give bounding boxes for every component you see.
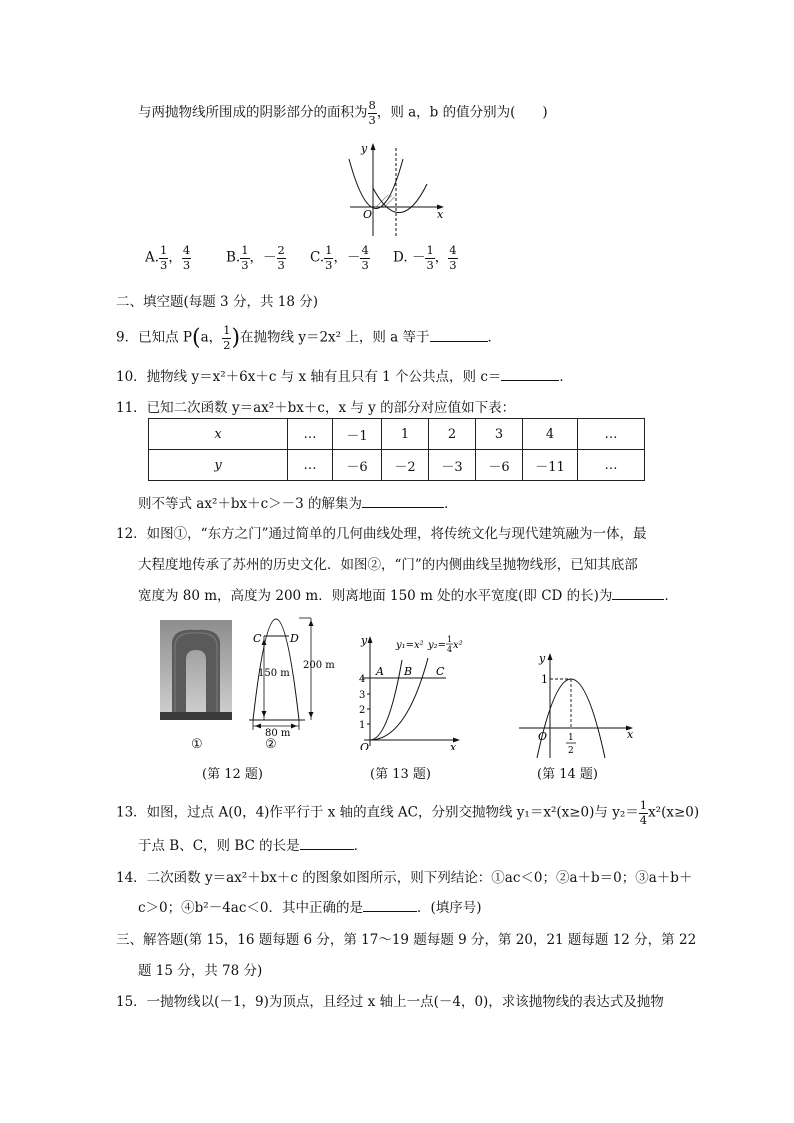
- table-cell: …: [578, 419, 645, 450]
- gate-parabola-diagram: [245, 612, 345, 737]
- table-row: [149, 419, 645, 450]
- table-cell: 2: [429, 419, 476, 450]
- svg-text:O: O: [360, 741, 370, 750]
- svg-text:x: x: [627, 728, 634, 741]
- fig-label-1: ①: [191, 737, 203, 752]
- q8-option-a: A. $\frac{1}{3}$ ， $\frac{4}{3}$: [145, 243, 191, 272]
- q12-answer-blank[interactable]: [612, 599, 664, 600]
- table-cell: 3: [476, 419, 523, 450]
- question-13-line1: 13．如图，过点 A(0，4)作平行于 x 轴的直线 AC，分别交抛物线 y₁＝x²(x≥0)与 y₂＝ $\frac{1}{4}$ x²(x≥0): [116, 798, 700, 827]
- svg-text:O: O: [363, 208, 373, 221]
- svg-text:1: 1: [541, 673, 548, 686]
- svg-text:1: 1: [447, 635, 453, 644]
- q14-answer-blank[interactable]: [363, 911, 417, 912]
- q8-option-d: D. － $\frac{1}{3}$ ， $\frac{4}{3}$: [393, 243, 457, 272]
- q9-answer-blank[interactable]: [430, 341, 488, 342]
- table-header-x: x: [149, 419, 288, 450]
- q14-parabola-figure: [515, 650, 645, 760]
- section-3-heading-line2: 题 15 分，共 78 分): [138, 963, 263, 979]
- section-2-heading: 二、填空题(每题 3 分，共 18 分): [116, 294, 318, 310]
- svg-text:x: x: [450, 741, 457, 750]
- question-12-line3: 宽度为 80 m，高度为 200 m．则离地面 150 m 处的水平宽度(即 CD 的长)为 ．: [138, 588, 678, 604]
- q11-inequality: 则不等式 ax²＋bx＋c＞－3 的解集为 ．: [138, 496, 458, 512]
- q10-answer-blank[interactable]: [501, 380, 559, 381]
- table-row: [149, 450, 645, 481]
- question-10: 10．抛物线 y＝x²＋6x＋c 与 x 轴有且只有 1 个公共点，则 c＝ ．: [116, 369, 573, 385]
- question-12-line2: 大程度地传承了苏州的历史文化．如图②，“门”的内侧曲线呈抛物线形，已知其底部: [138, 557, 638, 573]
- table-cell: …: [288, 419, 333, 450]
- svg-text:y: y: [361, 634, 368, 647]
- table-cell: 4: [523, 419, 578, 450]
- svg-text:2: 2: [568, 746, 574, 756]
- svg-text:150 m: 150 m: [258, 668, 290, 679]
- svg-text:3: 3: [359, 690, 366, 701]
- question-12-line1: 12．如图①，“东方之门”通过简单的几何曲线处理，将传统文化与现代建筑融为一体，最: [116, 526, 647, 542]
- fig-label-2: ②: [265, 737, 277, 752]
- question-14-line2: c＞0；④b²－4ac＜0．其中正确的是 ．(填序号): [138, 900, 482, 916]
- svg-text:x: x: [437, 208, 444, 221]
- question-13-line2: 于点 B、C，则 BC 的长是 ．: [138, 838, 368, 854]
- svg-text:4: 4: [447, 645, 453, 654]
- question-11: 11．已知二次函数 y＝ax²＋bx＋c，x 与 y 的部分对应值如下表：: [116, 400, 516, 416]
- q8-option-b: B. $\frac{1}{3}$ ，－ $\frac{2}{3}$: [226, 243, 285, 272]
- q8-parabola-figure: [345, 140, 450, 240]
- svg-text:C: C: [253, 632, 262, 645]
- q8-stem: 与两抛物线所围成的阴影部分的面积为 $\frac{8}{3}$ ，则 a，b 的值分别为( ): [138, 98, 548, 127]
- table-cell: －6: [333, 450, 382, 481]
- q13-parabolas-figure: [358, 630, 468, 750]
- svg-text:D: D: [290, 632, 299, 645]
- caption-q14: (第 14 题): [537, 767, 598, 782]
- table-cell: －2: [382, 450, 429, 481]
- svg-text:C: C: [436, 665, 445, 678]
- svg-text:A: A: [376, 665, 384, 678]
- svg-text:O: O: [538, 730, 548, 743]
- q8-area-fraction: $\frac{8}{3}$: [368, 98, 376, 127]
- table-cell: …: [578, 450, 645, 481]
- table-cell: －6: [476, 450, 523, 481]
- question-14-line1: 14．二次函数 y＝ax²＋bx＋c 的图象如图所示，则下列结论：①ac＜0；②a＋b＝0；③a＋b＋: [116, 870, 693, 886]
- table-cell: 1: [382, 419, 429, 450]
- svg-text:y₁=x²: y₁=x²: [396, 640, 424, 651]
- q11-value-table: [148, 418, 645, 481]
- svg-text:y₂=: y₂=: [428, 640, 447, 651]
- svg-text:4: 4: [359, 674, 366, 685]
- svg-text:2: 2: [359, 705, 366, 716]
- table-cell: －1: [333, 419, 382, 450]
- question-9: 9．已知点 P(a， $\frac{1}{2}$ )在抛物线 y＝2x² 上，则 a 等于 ．: [116, 323, 502, 352]
- question-15: 15．一抛物线以(－1，9)为顶点，且经过 x 轴上一点(－4，0)，求该抛物线的表达式及抛物: [116, 994, 664, 1010]
- q8-option-c: C. $\frac{1}{3}$ ，－ $\frac{4}{3}$: [310, 243, 369, 272]
- section-3-heading-line1: 三、解答题(第 15，16 题每题 6 分，第 17～19 题每题 9 分，第 20，21 题每题 12 分，第 22: [116, 932, 697, 948]
- svg-text:y: y: [539, 652, 546, 665]
- caption-q13: (第 13 题): [370, 767, 431, 782]
- table-cell: －3: [429, 450, 476, 481]
- svg-text:80 m: 80 m: [265, 728, 291, 737]
- oriental-gate-photo: [160, 620, 232, 720]
- svg-text:x²: x²: [453, 640, 463, 651]
- table-cell: －11: [523, 450, 578, 481]
- table-cell: …: [288, 450, 333, 481]
- q13-answer-blank[interactable]: [300, 849, 354, 850]
- svg-text:1: 1: [568, 733, 574, 743]
- q11-answer-blank[interactable]: [362, 507, 444, 508]
- svg-text:200 m: 200 m: [303, 660, 335, 671]
- svg-text:B: B: [404, 665, 413, 678]
- caption-q12: (第 12 题): [202, 767, 263, 782]
- svg-text:y: y: [361, 142, 368, 155]
- svg-text:1: 1: [359, 720, 366, 731]
- table-header-y: y: [149, 450, 288, 481]
